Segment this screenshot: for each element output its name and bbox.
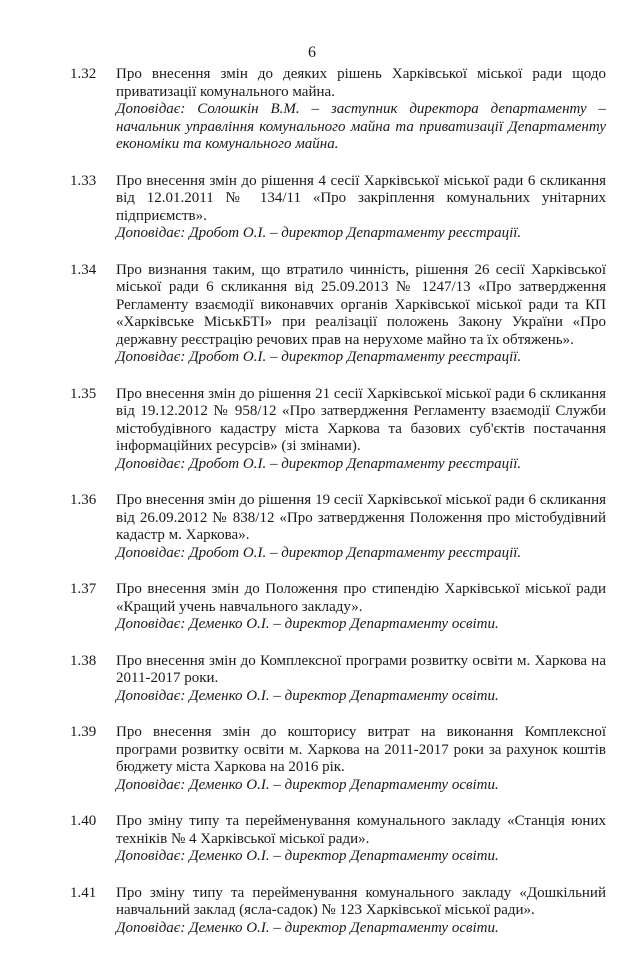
item-number: 1.33 <box>70 172 97 189</box>
item-speaker: Доповідає: Деменко О.І. – директор Департаменту освіти. <box>116 687 499 704</box>
item-number: 1.40 <box>70 813 97 829</box>
item-text: Про внесення змін до Комплексної програми розвитку освіти м. Харкова на 2011-2017 роки. <box>116 652 606 686</box>
agenda-item <box>70 66 606 154</box>
agenda-list <box>70 66 606 956</box>
item-body <box>116 66 606 154</box>
item-text: Про зміну типу та перейменування комунального закладу «Дошкільний навчальний заклад (ясла-садок) № 123 Харківської міської ради». <box>116 884 606 918</box>
item-body <box>116 262 606 367</box>
item-speaker: Доповідає: Дробот О.І. – директор Департаменту реєстрації. <box>116 455 522 472</box>
item-speaker: Доповідає: Дробот О.І. – директор Департаменту реєстрації. <box>116 225 522 241</box>
item-speaker: Доповідає: Деменко О.І. – директор Департаменту освіти. <box>116 776 499 793</box>
item-speaker: Доповідає: Деменко О.І. – директор Департаменту освіти. <box>116 616 499 632</box>
item-text: Про зміну типу та перейменування комунального закладу «Станція юних техніків № 4 Харківської міської ради». <box>116 813 606 847</box>
item-text: Про внесення змін до рішення 4 сесії Харківської міської ради 6 скликання від 12.01.2011 № 134/11 «Про закріплення комунальних унітарних підприємств». <box>116 172 606 224</box>
agenda-item <box>70 492 606 562</box>
item-text: Про визнання таким, що втратило чинність, рішення 26 сесії Харківської міської ради 6 скликання від 25.09.2013 № 1247/13 «Про затвердження Регламенту взаємодії виконавчих органів Харківської міської ради та КП «Харківське МіськБТІ» при реалізації положень Закону України «Про державну реєстрацію речових прав на нерухоме майно та їх обтяжень». <box>116 261 606 348</box>
item-speaker: Доповідає: Дробот О.І. – директор Департаменту реєстрації. <box>116 544 522 561</box>
item-text: Про внесення змін до кошторису витрат на виконання Комплексної програми розвитку освіти м. Харкова на 2011-2017 роки за рахунок коштів бюджету міста Харкова на 2016 рік. <box>116 724 606 775</box>
agenda-item <box>70 653 606 706</box>
agenda-item <box>70 173 606 243</box>
agenda-item <box>70 581 606 634</box>
item-number: 1.41 <box>70 884 97 901</box>
item-body <box>116 885 606 938</box>
item-number: 1.32 <box>70 66 97 82</box>
agenda-item <box>70 724 606 794</box>
item-text: Про внесення змін до рішення 21 сесії Харківської міської ради 6 скликання від 19.12.2012 № 958/12 «Про затвердження Регламенту взаємодії Служби містобудівного кадастру міста Харкова та базових суб'єктів постачання інформаційних ресурсів» (зі змінами). <box>116 385 606 454</box>
item-number: 1.39 <box>70 724 97 740</box>
item-body <box>116 813 606 866</box>
item-speaker: Доповідає: Деменко О.І. – директор Департаменту освіти. <box>116 848 499 864</box>
item-number: 1.35 <box>70 385 97 402</box>
item-body <box>116 173 606 243</box>
item-number: 1.36 <box>70 492 97 508</box>
agenda-item <box>70 386 606 474</box>
page-number: 6 <box>308 44 316 61</box>
agenda-item <box>70 813 606 866</box>
item-body <box>116 581 606 634</box>
item-speaker: Доповідає: Солошкін В.М. – заступник директора департаменту – начальник управління комунального майна та приватизації Департаменту економіки та комунального майна. <box>116 101 606 152</box>
item-text: Про внесення змін до Положення про стипендію Харківської міської ради «Кращий учень навчального закладу». <box>116 581 606 615</box>
agenda-item <box>70 262 606 367</box>
item-body <box>116 724 606 794</box>
item-speaker: Доповідає: Дробот О.І. – директор Департаменту реєстрації. <box>116 349 522 365</box>
agenda-item <box>70 885 606 938</box>
item-speaker: Доповідає: Деменко О.І. – директор Департаменту освіти. <box>116 919 499 936</box>
item-number: 1.38 <box>70 652 97 669</box>
item-number: 1.34 <box>70 261 97 278</box>
item-body <box>116 492 606 562</box>
item-text: Про внесення змін до рішення 19 сесії Харківської міської ради 6 скликання від 26.09.2012 № 838/12 «Про затвердження Положення про містобудівний кадастр м. Харкова». <box>116 492 606 543</box>
item-body <box>116 653 606 706</box>
item-body <box>116 386 606 474</box>
item-number: 1.37 <box>70 581 97 597</box>
item-text: Про внесення змін до деяких рішень Харківської міської ради щодо приватизації комунального майна. <box>116 66 606 100</box>
